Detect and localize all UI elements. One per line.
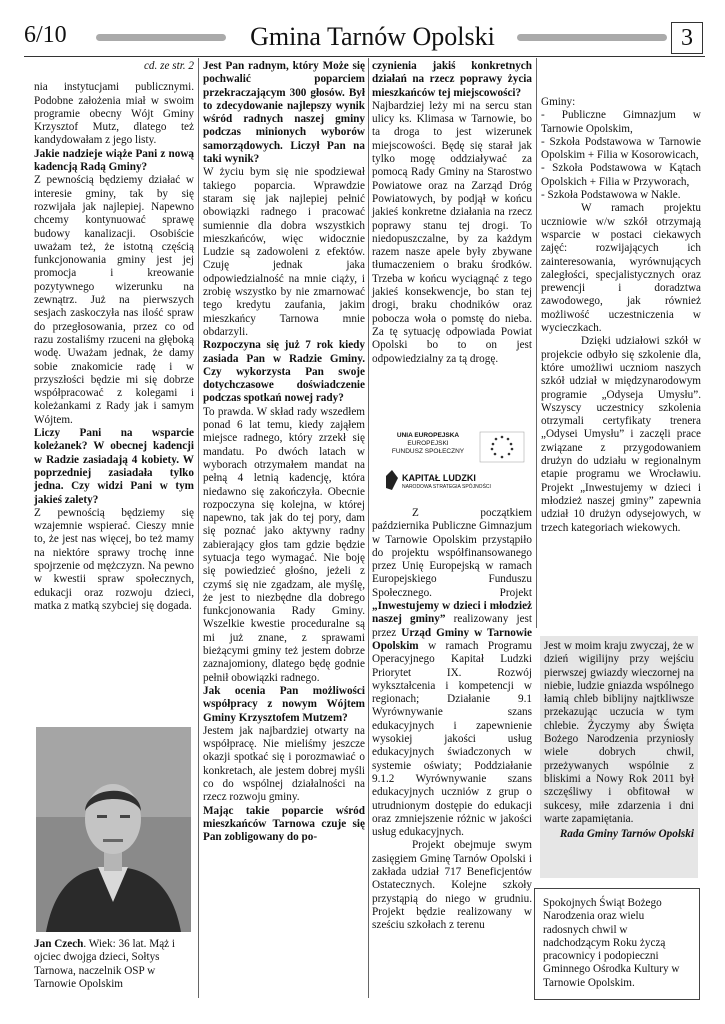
continued-note: cd. ze str. 2 [143, 60, 194, 72]
article-column-2 [203, 60, 365, 845]
paragraph: Jestem jak najbardziej otwarty na współpracę. Nie mieliśmy jeszcze okazji spotkać się i porozmawiać o konkretach, ale jestem dobrej myśli co do wspólnej działalności na rzecz rozwoju gminy. [203, 724, 365, 804]
interview-question: czynienia jakiś konkretnych działań na rzecz poprawy życia mieszkańców tej miejscowości? [372, 60, 532, 99]
interview-question: Liczy Pani na wsparcie koleżanek? W obecnej kadencji w Radzie zasiadają 4 kobiety. W poprzedniej zasiadała tylko jedna. Czy widzi Pani w tym jakieś zalety? [34, 427, 194, 506]
caption-name: Jan Czech [34, 938, 84, 950]
issue-number: 6/10 [24, 22, 67, 48]
paragraph: nia instytucjami publicznymi. Podobne założenia miał w swoim programie obecny Wójt Gminy Krzysztof Mutz, dlatego też kandydowałam z jego listy. [34, 81, 194, 147]
paragraph: Projekt obejmuje swym zasięgiem Gminę Tarnów Opolski i zakłada udział 717 Beneficjentów Ostatecznych. Kolejne szkoły przystąpią do niego w grudniu. Projekt będzie realizowany w sześciu szkołach z terenu [372, 839, 532, 932]
text-run: w ramach Programu Operacyjnego Kapitał Ludzki Priorytet IX. Rozwój wykształcenia i kompetencji w regionach; Działanie 9.1 Wyrównywanie szans edukacyjnych i zapewnienie wysokiej jakości usług edukacyjnych świadczonych w systemie oświaty; Poddziałanie 9.1.2 Wyrównywanie szans edukacyjnych uczniów z grup o utrudnionym dostępie do edukacji oraz zmniejszenie różnic w jakości usług edukacyjnych. [372, 639, 533, 839]
greeting-signature: Rada Gminy Tarnów Opolski [559, 828, 694, 841]
holiday-wishes-box [534, 888, 700, 1000]
article-column-1 [34, 60, 194, 613]
article-column-4 [541, 96, 701, 535]
school-list-item: - Szkoła Podstawowa w Nakle. [541, 189, 681, 202]
article-column-3-continued [372, 507, 532, 933]
logo-text: FUNDUSZ SPOŁECZNY [391, 448, 465, 455]
christmas-greeting-box [540, 636, 698, 878]
header-bar-right [517, 34, 667, 41]
paragraph: Najbardziej leży mi na sercu stan ulicy ks. Klimasa w Tarnowie, bo ta droga to jest wizerunek miejscowości. Będę się starał jak tylko mogę oddziaływać za pomocą Rady Gminy na Starostwo Powiatowe oraz na Zarząd Dróg Powiatowych, by podjął w końcu jakieś konkretne działania na rzecz poprawy stanu tej drogi. To niedopuszczalne, by za każdym razem nasze apele były zbywane tłumaczeniem o braku środków. Trzeba w końcu wyciągnąć z tego jakieś konsekwencje, bo stan tej drogi, braku chodników oraz poboczа woła o pomstę do nieba. Za tę sytuację odpowiada Powiat Opolski bo to on jest odpowiedzialny za tą drogę. [372, 99, 532, 365]
text-run: Z początkiem października Publiczne Gimnazjum w Tarnowie Opolskim przystąpiło do projektu współfinansowanego przez Unię Europejską w ramach Europejskiego Funduszu Społecznego. Projekt [372, 507, 532, 599]
article-column-3 [372, 60, 532, 366]
column-divider [198, 58, 199, 998]
caption-text: . Wiek: 36 lat. Mąż i ojciec dwojga dzieci, Sołtys Tarnowa, naczelnik OSP w Tarnowie Opolskim [34, 938, 176, 990]
page-number: 3 [671, 22, 703, 54]
portrait-photo [36, 727, 191, 932]
eu-funding-logos [378, 430, 528, 500]
school-list-item: - Szkoła Podstawowa w Tarnowie Opolskim + Filia w Kosorowicach, [541, 135, 701, 162]
paragraph: W ramach projektu uczniowie w/w szkół otrzymają wsparcie w postaci ciekawych zajęć: rozwijających ich zainteresowania, wyrównujących zaległości, specjalistycznych oraz prewencji i doradztwa zawodowego, jak również możliwość uczestniczenia w wycieczkach. [541, 202, 701, 335]
paragraph: Z pewnością będziemy działać w interesie gminy, tak by się rozwijała jak najlepiej. Napewno chcemy kontynuować sprawę budowy kanalizacji. Osobiście uważam też, że istotną częścią funkcjonowania gminy jest jej promocja i kreowanie pozytywnego wizerunku na zewnątrz. Już na pierwszych sesjach zaskoczyła nas ilość spraw do przegłosowania, przez co od razu zostaliśmy rzuceni na głęboką wodę. Uważam jednak, że damy sobie znakomicie radę i w przyszłości będzie mi się dobrze współpracować z kolegami i koleżankami z Rady jak i samym Wójtem. [34, 174, 194, 426]
paragraph: Dzięki udziałowi szkół w projekcie odbyło się szkolenie dla, które umożliwi uczniom naszych szkół udział w międzynarodowym programie „Odyseja Umysłu”. Wszyscy uczestnicy szkolenia otrzymali certyfikaty trenera „Odysei Umysłu” i zaczęli prace związane z przygodowaniem drużyn do udziału w regionalnym etapie programu we Wrocławiu. Projekt „Inwestujemy w dzieci i młodzież naszej gminy” zapewnia udział 10 drużyn odysejowych, w trzech kategoriach wiekowych. [541, 335, 701, 534]
newspaper-title: Gmina Tarnów Opolski [250, 22, 495, 51]
photo-caption [34, 938, 196, 991]
column-divider [536, 58, 537, 628]
page-header [0, 0, 725, 60]
school-list-item: - Publiczne Gimnazjum w Tarnowie Opolskim, [541, 109, 701, 135]
portrait-illustration [36, 727, 191, 932]
interview-question: Rozpoczyna się już 7 rok kiedy zasiada Pan w Radzie Gminy. Czy wykorzysta Pan swoje dotychczasowe doświadczenie podczas spotkań nowej rady? [203, 339, 365, 405]
text-run: realizowany jest przez [372, 613, 533, 639]
paragraph [372, 507, 532, 839]
paragraph: Z pewnością będziemy się wzajemnie wspierać. Cieszy mnie to, że jest nas więcej, bo też mamy na niektóre sprawy trochę inne spojrzenie od mężczyzn. Na pewno w kwestii spraw społecznych, edukacji oraz rozwoju dzieci, matka z matką szybciej się dogada. [34, 506, 194, 612]
text-run: „Inwestujemy w dzieci i młodzież naszej gminy” [372, 600, 532, 626]
wishes-text: Spokojnych Świąt Bożego Narodzenia oraz wielu radosnych chwil w nadchodzącym Roku życzą pracownicy i podopieczni Gminnego Ośrodka Kultury w Tarnowie Opolskim. [543, 897, 680, 989]
text-run: Urząd Gminy w Tarnowie Opolskim [372, 626, 532, 652]
interview-question: Jest Pan radnym, który Może się pochwalić poparciem przekraczającym 300 głosów. Był to zdecydowanie najlepszy wynik wśród radnych naszej gminy podczas minionych wyborów samorządowych. Liczył Pan na taki wynik? [203, 60, 365, 166]
interview-question: Jakie nadzieje wiąże Pani z nową kadencją Radą Gminy? [34, 147, 194, 174]
kapital-ludzki-logo-text [402, 474, 522, 492]
paragraph: Gminy: [541, 96, 576, 108]
greeting-text: Jest w moim kraju zwyczaj, że w dzień wigilijny przy wejściu pierwszej gwiazdy wieczornej na niebie, ludzie gniazda wspólnego łamią chleb biblijny najtkliwsze przekazując uczucia w tym chlebie. Życzymy aby Święta Bożego Narodzenia przyniosły wiele dobrych chwil, przeżywanych wspólnie z bliskimi a Nowy Rok 2011 był szczęśliwy i obfitował w sukcesy, miłe zdarzenia i dni warte zapamiętania. [544, 640, 694, 825]
eu-logo-text [378, 432, 478, 456]
header-bar-left [96, 34, 226, 41]
column-divider [368, 58, 369, 998]
school-list-item: - Szkoła Podstawowa w Kątach Opolskich + Filia w Przyworach, [541, 162, 701, 188]
interview-question: Jak ocenia Pan możliwości współpracy z nowym Wójtem Gminy Krzysztofem Mutzem? [203, 684, 365, 724]
interview-question: Mając takie poparcie wśród mieszkańców Tarnowa czuje się Pan zobligowany do po- [203, 804, 365, 844]
paragraph: To prawda. W skład rady wszedłem ponad 6 lat temu, kiedy zająłem miejsce radnego, który zrzekł się mandatu. Po dwóch latach w wyborach otrzymałem mandat na pełną 4 letnią kadencję, która niedawno się zakończyła. Obecnie rozpoczyna się kolejna, w której napewno, tak jak do tej pory, dam się poznać jako aktywny radny zabierający głos tam gdzie będzie sytuacja tego wymagać. Nie boję się powiedzieć głośno, jeżeli z czymś się nie zgadzam, ale myślę, że jest to niezbędne dla dobrego funkcjonowania Rady Gminy. Wszelkie kwestie proceduralne są mi już znane, z sprawami bieżącymi gminy też jestem dobrze zaznajomiony, dlatego będę godnie pełnił obowiązki radnego. [203, 405, 365, 684]
paragraph: W życiu bym się nie spodziewał takiego poparcia. Wprawdzie staram się jak najlepiej pełnić obowiązki radnego i pracować sumiennie dla dobra wszystkich mieszkańców, więc widocznie Ludzie są zadowoleni z efektów. Czuję jednak jaka odpowiedzialność na mnie ciąży, i zrobię wszystko by nie zmarnować tego kredytu zaufania, jakim mieszkańcy Tarnowa mnie obdarzyli. [203, 166, 365, 338]
logo-text: EUROPEJSKI [407, 440, 449, 447]
logo-text: NARODOWA STRATEGIA SPÓJNOŚCI [402, 484, 491, 490]
logo-text: KAPITAŁ LUDZKI [402, 473, 476, 483]
logo-text: UNIA EUROPEJSKA [396, 432, 460, 439]
header-rule [24, 56, 705, 57]
